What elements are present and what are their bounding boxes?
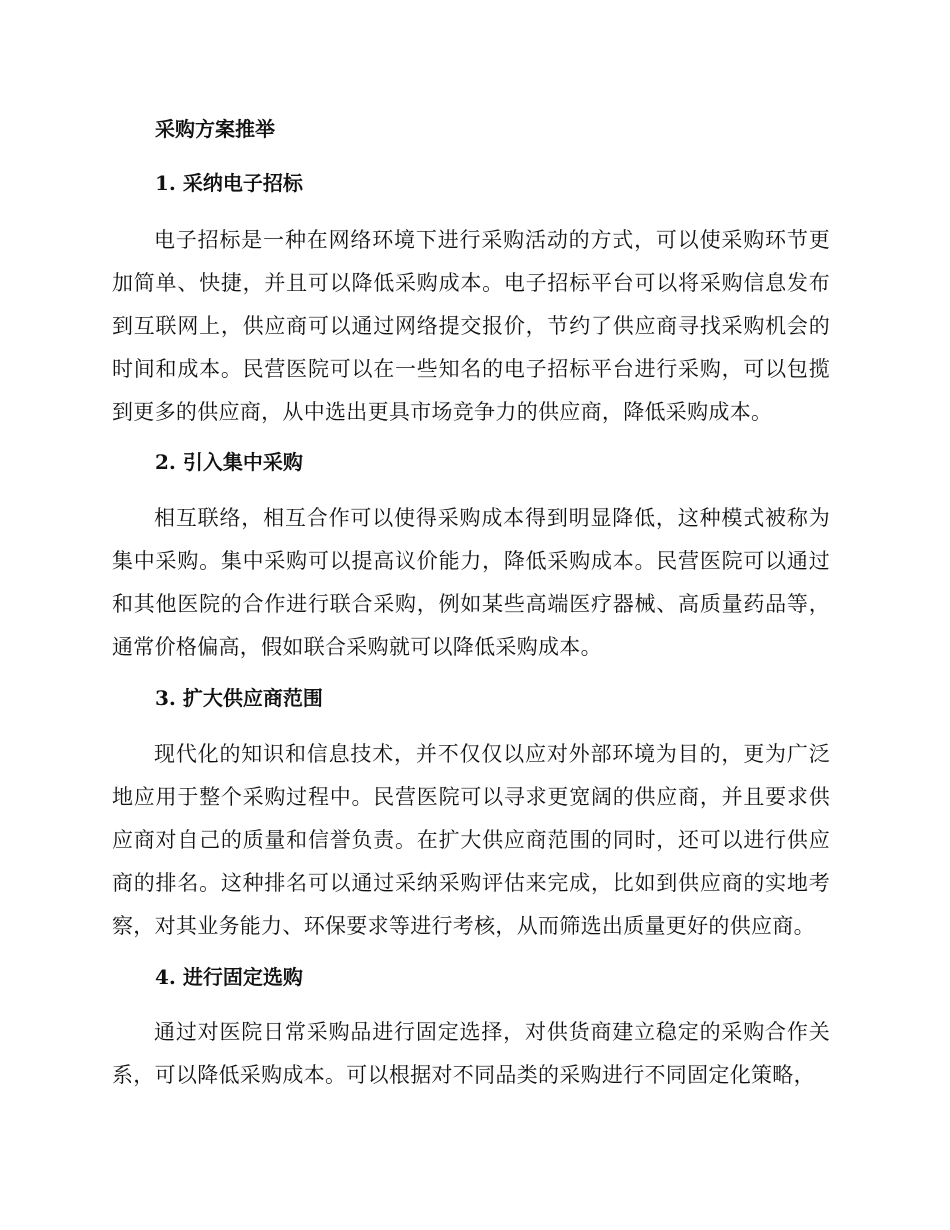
section-paragraph: 电子招标是一种在网络环境下进行采购活动的方式，可以使采购环节更加简单、快捷，并且可以降低采购成本。电子招标平台可以将采购信息发布到互联网上，供应商可以通过网络提交报价，节约了供应商寻找采购机会的时间和成本。民营医院可以在一些知名的电子招标平台进行采购，可以包揽到更多的供应商，从中选出更具市场竞争力的供应商，降低采购成本。 [112, 228, 830, 424]
section-heading: 4. 进行固定选购 [155, 965, 303, 989]
section-heading: 1. 采纳电子招标 [155, 171, 303, 195]
section-paragraph: 通过对医院日常采购品进行固定选择，对供货商建立稳定的采购合作关系，可以降低采购成本。可以根据对不同品类的采购进行不同固定化策略， [112, 1020, 830, 1087]
section-paragraph: 相互联络，相互合作可以使得采购成本得到明显降低，这种模式被称为集中采购。集中采购可以提高议价能力，降低采购成本。民营医院可以通过和其他医院的合作进行联合采购，例如某些高端医疗器械、高质量药品等，通常价格偏高，假如联合采购就可以降低采购成本。 [112, 506, 830, 659]
section-heading: 3. 扩大供应商范围 [155, 686, 323, 710]
section-heading: 2. 引入集中采购 [155, 450, 303, 474]
section-paragraph: 现代化的知识和信息技术，并不仅仅以应对外部环境为目的，更为广泛地应用于整个采购过程中。民营医院可以寻求更宽阔的供应商，并且要求供应商对自己的质量和信誉负责。在扩大供应商范围的同时，还可以进行供应商的排名。这种排名可以通过采纳采购评估来完成，比如到供应商的实地考察，对其业务能力、环保要求等进行考核，从而筛选出质量更好的供应商。 [112, 742, 830, 938]
document-title: 采购方案推举 [155, 117, 275, 141]
